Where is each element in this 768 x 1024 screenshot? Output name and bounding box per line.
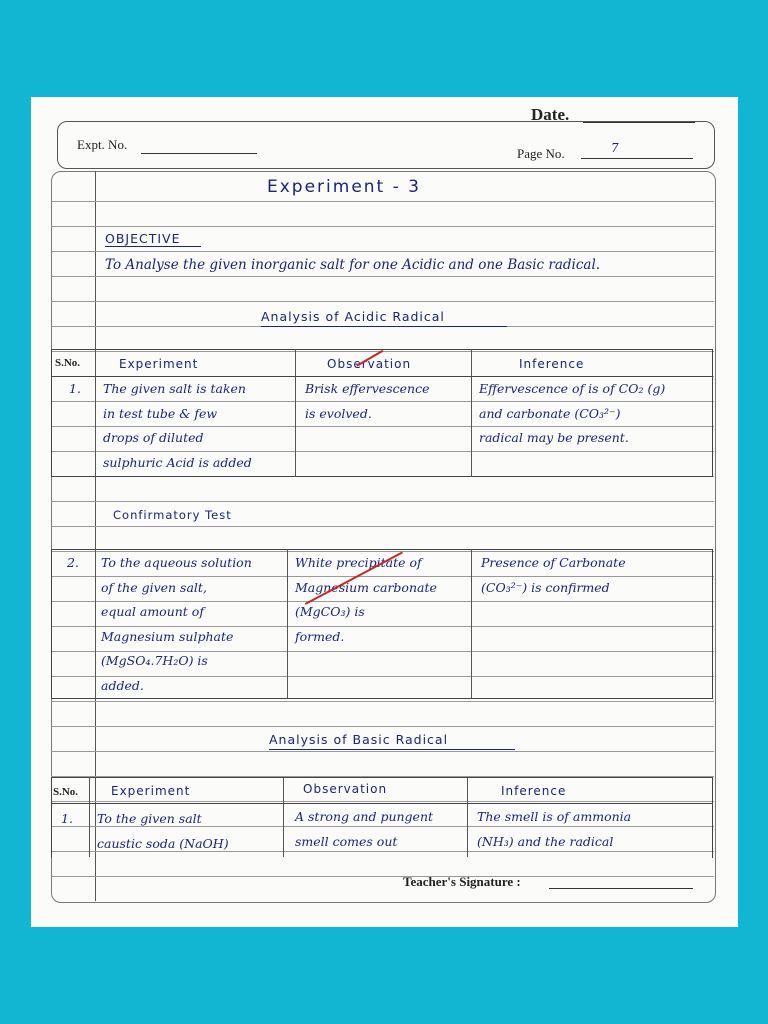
page-value: 7 (611, 141, 619, 155)
acidic-inference (479, 377, 665, 451)
basic-col-sep-3 (467, 777, 468, 857)
acidic-exp-line: drops of diluted (103, 430, 204, 445)
basic-col-sno: S.No. (53, 786, 79, 798)
basic-exp-line: caustic soda (NaOH) (97, 835, 229, 851)
expt-label: Expt. No. (77, 137, 128, 152)
conf-obs-line: (MgCO₃) is (295, 604, 365, 619)
acidic-col-sep-2 (295, 349, 296, 477)
objective-underline (105, 246, 201, 247)
conf-inference (481, 551, 626, 600)
conf-exp-line: Magnesium sulphate (101, 628, 234, 644)
objective-heading: OBJECTIVE (105, 231, 181, 246)
conf-exp-line: equal amount of (101, 604, 204, 619)
acidic-col-experiment: Experiment (119, 357, 199, 371)
acidic-heading: Analysis of Acidic Radical (261, 309, 445, 324)
date-label: Date. (531, 105, 570, 124)
acidic-sno: 1. (69, 381, 81, 396)
conf-obs-line: Magnesium carbonate (295, 579, 437, 595)
conf-exp-line: (MgSO₄.7H₂O) is (101, 653, 208, 668)
conf-exp-line: To the aqueous solution (101, 555, 252, 570)
basic-inf-line: (NH₃) and the radical (477, 833, 614, 849)
signature-line (549, 887, 693, 889)
conf-obs-line: White precipitate of (295, 555, 422, 570)
page-label: Page No. (517, 146, 565, 161)
acidic-inf-line: radical may be present. (479, 430, 629, 445)
ruled-line (51, 301, 714, 302)
basic-sno: 1. (61, 811, 73, 826)
acidic-col-observation: Observation (327, 357, 412, 371)
ruled-line (51, 876, 714, 877)
basic-inf-line: The smell is of ammonia (477, 809, 632, 824)
acidic-exp-line: sulphuric Acid is added (103, 454, 252, 470)
acidic-observation (305, 377, 429, 426)
page-line (581, 157, 693, 159)
conf-col-sep-1 (95, 549, 96, 699)
acidic-col-sno: S.No. (55, 357, 81, 369)
acidic-obs-line: is evolved. (305, 405, 372, 421)
basic-col-observation: Observation (303, 782, 388, 796)
conf-obs-line: formed. (295, 628, 345, 644)
basic-obs-line: smell comes out (295, 833, 398, 849)
conf-inf-line: Presence of Carbonate (481, 555, 626, 570)
confirmatory-heading: Confirmatory Test (113, 508, 232, 522)
conf-experiment (101, 551, 252, 698)
basic-col-sep-1 (89, 777, 90, 857)
acidic-col-sep-1 (95, 349, 96, 477)
ruled-line (51, 526, 714, 527)
basic-inference (477, 805, 631, 854)
ruled-line (51, 701, 714, 702)
conf-col-sep-2 (287, 549, 288, 699)
acidic-col-inference: Inference (519, 357, 585, 371)
acidic-inf-line: and carbonate (CO₃²⁻) (479, 405, 621, 421)
basic-heading: Analysis of Basic Radical (269, 732, 449, 747)
basic-experiment (97, 807, 229, 856)
conf-observation (295, 551, 437, 649)
conf-sno: 2. (67, 555, 79, 570)
acidic-obs-line: Brisk effervescence (305, 381, 430, 396)
ruled-line (51, 751, 714, 752)
acidic-col-sep-3 (471, 349, 472, 477)
basic-col-experiment: Experiment (111, 784, 191, 798)
basic-col-sep-2 (283, 777, 284, 857)
ruled-line (51, 726, 714, 727)
acidic-experiment (103, 377, 252, 475)
experiment-title: Experiment - 3 (267, 177, 421, 197)
acidic-inf-line: Effervescence of is of CO₂ (g) (479, 381, 666, 396)
basic-col-inference: Inference (501, 784, 567, 798)
ruled-line (51, 201, 714, 202)
basic-header-rule (51, 803, 713, 804)
conf-inf-line: (CO₃²⁻) is confirmed (481, 579, 610, 595)
basic-observation (295, 805, 433, 854)
objective-text: To Analyse the given inorganic salt for one Acidic and one Basic radical. (105, 257, 601, 273)
ruled-line (51, 226, 714, 227)
acidic-exp-line: in test tube & few (103, 405, 218, 421)
ruled-line (51, 276, 714, 277)
teacher-signature-label: Teacher's Signature : (403, 874, 521, 889)
conf-exp-line: added. (101, 677, 144, 693)
notebook-page (31, 97, 738, 927)
basic-exp-line: To the given salt (97, 811, 202, 826)
basic-underline (269, 749, 515, 750)
ruled-line (51, 251, 714, 252)
basic-obs-line: A strong and pungent (295, 809, 434, 824)
ruled-line (51, 501, 714, 502)
acidic-underline (261, 326, 507, 327)
conf-exp-line: of the given salt, (101, 579, 207, 595)
conf-col-sep-3 (471, 549, 472, 699)
acidic-exp-line: The given salt is taken (103, 381, 246, 396)
expt-line (141, 152, 257, 154)
